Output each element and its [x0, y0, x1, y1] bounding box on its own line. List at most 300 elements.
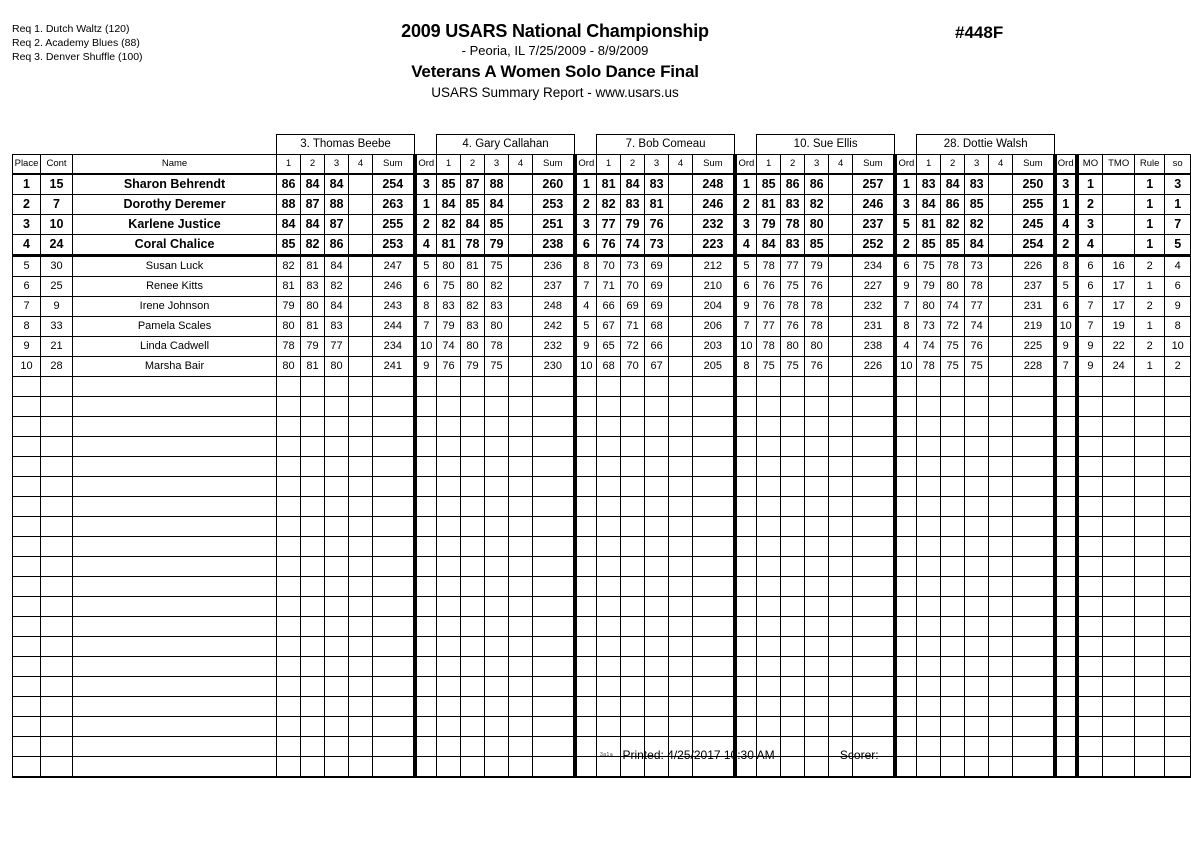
cell-empty	[41, 457, 73, 477]
cell-empty	[895, 397, 917, 417]
cell-empty	[853, 437, 895, 457]
cell-empty	[965, 577, 989, 597]
cell-empty	[533, 557, 575, 577]
cell-empty	[1165, 677, 1191, 697]
cell-empty	[277, 377, 301, 397]
cell-cont: 9	[41, 297, 73, 317]
cell-empty	[575, 737, 597, 757]
cell-j1-score1: 86	[277, 174, 301, 195]
cell-empty	[757, 517, 781, 537]
cell-j5-score1: 84	[917, 195, 941, 215]
cell-empty	[13, 477, 41, 497]
cell-empty	[415, 497, 437, 517]
cell-j3-score4	[669, 357, 693, 377]
cell-name: Coral Chalice	[73, 235, 277, 256]
cell-empty	[41, 537, 73, 557]
cell-empty	[1165, 377, 1191, 397]
cell-j5-ord: 8	[1055, 256, 1077, 277]
cell-empty	[325, 757, 349, 778]
cell-empty	[575, 537, 597, 557]
cell-j2-score1: 76	[437, 357, 461, 377]
cell-j5-sum: 237	[1013, 277, 1055, 297]
cell-empty	[41, 597, 73, 617]
cell-empty	[693, 517, 735, 537]
cell-empty	[1165, 757, 1191, 778]
cell-empty	[895, 457, 917, 477]
cell-tmo: 22	[1103, 337, 1135, 357]
cell-j4-score1: 76	[757, 297, 781, 317]
cell-cont: 33	[41, 317, 73, 337]
cell-empty	[757, 377, 781, 397]
cell-j3-sum: 203	[693, 337, 735, 357]
cell-empty	[781, 437, 805, 457]
cell-j3-score2: 70	[621, 277, 645, 297]
cell-j4-score3: 78	[805, 317, 829, 337]
cell-empty	[533, 477, 575, 497]
cell-j2-score2: 79	[461, 357, 485, 377]
cell-empty	[301, 737, 325, 757]
cell-empty	[829, 437, 853, 457]
cell-j5-score2: 80	[941, 277, 965, 297]
cell-j3-ord: 1	[735, 174, 757, 195]
judge-name-4: 10. Sue Ellis	[757, 135, 895, 155]
cell-empty	[917, 537, 941, 557]
cell-tmo	[1103, 174, 1135, 195]
cell-empty	[1013, 377, 1055, 397]
cell-empty	[437, 437, 461, 457]
cell-empty	[829, 537, 853, 557]
table-row	[13, 256, 1191, 277]
cell-empty	[509, 377, 533, 397]
cell-empty	[781, 497, 805, 517]
cell-j4-ord: 3	[895, 195, 917, 215]
cell-empty	[277, 697, 301, 717]
cell-empty	[1103, 597, 1135, 617]
cell-empty	[941, 497, 965, 517]
cell-empty	[781, 677, 805, 697]
cell-empty	[1165, 517, 1191, 537]
cell-empty	[485, 537, 509, 557]
cell-empty	[41, 637, 73, 657]
cell-empty	[989, 377, 1013, 397]
cell-empty	[533, 377, 575, 397]
cell-j4-sum: 237	[853, 215, 895, 235]
cell-so: 9	[1165, 297, 1191, 317]
cell-empty	[735, 557, 757, 577]
cell-empty	[575, 477, 597, 497]
cell-j4-sum: 226	[853, 357, 895, 377]
cell-j1-score3: 86	[325, 235, 349, 256]
cell-empty	[415, 597, 437, 617]
cell-j1-score2: 87	[301, 195, 325, 215]
cell-j1-score2: 79	[301, 337, 325, 357]
cell-j3-score1: 67	[597, 317, 621, 337]
cell-empty	[941, 657, 965, 677]
cell-j1-sum: 247	[373, 256, 415, 277]
cell-empty	[461, 717, 485, 737]
cell-j3-score2: 73	[621, 256, 645, 277]
cell-tmo: 17	[1103, 297, 1135, 317]
cell-empty	[989, 757, 1013, 778]
cell-empty	[693, 537, 735, 557]
cell-empty	[73, 737, 277, 757]
cell-empty	[1135, 577, 1165, 597]
cell-j5-score1: 80	[917, 297, 941, 317]
cell-j2-sum: 248	[533, 297, 575, 317]
cell-empty	[13, 677, 41, 697]
cell-empty	[669, 457, 693, 477]
cell-empty	[13, 577, 41, 597]
cell-empty	[1013, 477, 1055, 497]
cell-empty	[805, 597, 829, 617]
cell-empty	[575, 657, 597, 677]
cell-empty	[805, 457, 829, 477]
cell-empty	[13, 557, 41, 577]
cell-j2-score3: 88	[485, 174, 509, 195]
cell-j2-score4	[509, 317, 533, 337]
cell-empty	[895, 577, 917, 597]
footer	[600, 748, 879, 762]
cell-j4-score3: 79	[805, 256, 829, 277]
cell-empty	[757, 397, 781, 417]
cell-empty	[735, 537, 757, 557]
cell-empty	[645, 597, 669, 617]
cell-empty	[941, 557, 965, 577]
cell-j4-sum: 234	[853, 256, 895, 277]
cell-empty	[1055, 517, 1077, 537]
cell-empty	[853, 397, 895, 417]
cell-mo: 1	[1077, 174, 1103, 195]
cell-empty	[41, 497, 73, 517]
cell-so: 4	[1165, 256, 1191, 277]
cell-j5-sum: 231	[1013, 297, 1055, 317]
page-title: 2009 USARS National Championship	[401, 21, 709, 41]
cell-empty	[13, 497, 41, 517]
cell-place: 4	[13, 235, 41, 256]
cell-empty	[1077, 437, 1103, 457]
cell-empty	[73, 497, 277, 517]
cell-empty	[853, 517, 895, 537]
cell-empty	[965, 717, 989, 737]
cell-j1-ord: 10	[415, 337, 437, 357]
cell-empty	[917, 417, 941, 437]
judge-name-2: 4. Gary Callahan	[437, 135, 575, 155]
cell-j4-score2: 80	[781, 337, 805, 357]
cell-empty	[1055, 497, 1077, 517]
cell-empty	[485, 717, 509, 737]
cell-name: Sharon Behrendt	[73, 174, 277, 195]
col-header-j3-3: 3	[645, 155, 669, 175]
cell-empty	[1077, 457, 1103, 477]
cell-empty	[575, 637, 597, 657]
cell-empty	[509, 517, 533, 537]
cell-j5-score4	[989, 277, 1013, 297]
printed-timestamp: Printed: 4/25/2017 10:30 AM	[622, 748, 775, 762]
cell-empty	[829, 377, 853, 397]
cell-empty	[73, 757, 277, 778]
cell-empty	[461, 437, 485, 457]
cell-empty	[1013, 577, 1055, 597]
cell-empty	[1077, 477, 1103, 497]
cell-empty	[693, 677, 735, 697]
cell-j3-score2: 70	[621, 357, 645, 377]
cell-empty	[373, 477, 415, 497]
cell-empty	[829, 617, 853, 637]
cell-empty	[277, 757, 301, 778]
cell-j1-score4	[349, 317, 373, 337]
col-header-j3-2: 2	[621, 155, 645, 175]
col-header-j3-ord: Ord	[735, 155, 757, 175]
cell-mo: 6	[1077, 277, 1103, 297]
cell-empty	[805, 497, 829, 517]
cell-empty	[1055, 477, 1077, 497]
cell-empty	[13, 437, 41, 457]
cell-empty	[509, 697, 533, 717]
cell-empty	[693, 657, 735, 677]
cell-empty	[325, 637, 349, 657]
cell-empty	[533, 757, 575, 778]
cell-empty	[73, 437, 277, 457]
table-row	[13, 195, 1191, 215]
cell-empty	[757, 477, 781, 497]
cell-empty	[73, 557, 277, 577]
cell-tmo: 17	[1103, 277, 1135, 297]
cell-j2-score4	[509, 337, 533, 357]
cell-empty	[349, 557, 373, 577]
cell-empty	[781, 417, 805, 437]
cell-empty	[895, 697, 917, 717]
cell-j3-score1: 77	[597, 215, 621, 235]
cell-empty	[325, 717, 349, 737]
cell-j5-score1: 83	[917, 174, 941, 195]
col-header-j3-sum: Sum	[693, 155, 735, 175]
cell-empty	[485, 697, 509, 717]
cell-j3-score2: 83	[621, 195, 645, 215]
cell-j3-score4	[669, 256, 693, 277]
cell-empty	[415, 417, 437, 437]
cell-j3-score4	[669, 297, 693, 317]
cell-j5-score4	[989, 297, 1013, 317]
cell-j3-score3: 73	[645, 235, 669, 256]
cell-empty	[965, 557, 989, 577]
cell-empty	[965, 697, 989, 717]
cell-empty	[853, 697, 895, 717]
cell-empty	[735, 517, 757, 537]
cell-empty	[13, 617, 41, 637]
cell-empty	[575, 457, 597, 477]
cell-empty	[1135, 657, 1165, 677]
cell-empty	[509, 617, 533, 637]
cell-empty	[965, 537, 989, 557]
cell-empty	[895, 417, 917, 437]
cell-empty	[917, 657, 941, 677]
cell-empty	[989, 417, 1013, 437]
cell-empty	[621, 717, 645, 737]
cell-j1-score4	[349, 215, 373, 235]
col-header-tmo: TMO	[1103, 155, 1135, 175]
cell-j5-score3: 76	[965, 337, 989, 357]
cell-j3-score1: 68	[597, 357, 621, 377]
cell-j5-score3: 75	[965, 357, 989, 377]
col-header-j5-sum: Sum	[1013, 155, 1055, 175]
cell-empty	[533, 397, 575, 417]
cell-j5-ord: 6	[1055, 297, 1077, 317]
cell-j1-score1: 78	[277, 337, 301, 357]
cell-empty	[781, 597, 805, 617]
cell-place: 1	[13, 174, 41, 195]
cell-empty	[1055, 637, 1077, 657]
judge-ord-spacer	[1055, 135, 1077, 155]
cell-empty	[325, 457, 349, 477]
cell-rule: 1	[1135, 277, 1165, 297]
cell-j2-sum: 237	[533, 277, 575, 297]
cell-empty	[41, 397, 73, 417]
cell-empty	[989, 557, 1013, 577]
cell-empty	[437, 697, 461, 717]
cell-empty	[1103, 677, 1135, 697]
cell-empty	[509, 577, 533, 597]
cell-j4-ord: 6	[895, 256, 917, 277]
cell-empty	[853, 557, 895, 577]
cell-j1-score1: 88	[277, 195, 301, 215]
cell-empty	[415, 657, 437, 677]
cell-j1-ord: 6	[415, 277, 437, 297]
cell-j4-score1: 78	[757, 337, 781, 357]
cell-empty	[575, 597, 597, 617]
cell-empty	[1013, 517, 1055, 537]
cell-empty	[1165, 657, 1191, 677]
cell-j1-score3: 83	[325, 317, 349, 337]
judge-name-1: 3. Thomas Beebe	[277, 135, 415, 155]
cell-empty	[941, 697, 965, 717]
cell-j5-sum: 226	[1013, 256, 1055, 277]
cell-j4-score1: 78	[757, 256, 781, 277]
table-row-empty	[13, 657, 1191, 677]
cell-j4-sum: 232	[853, 297, 895, 317]
cell-empty	[485, 617, 509, 637]
cell-empty	[693, 437, 735, 457]
cell-empty	[805, 417, 829, 437]
cell-empty	[437, 757, 461, 778]
cell-j3-ord: 10	[735, 337, 757, 357]
cell-empty	[693, 417, 735, 437]
cell-j3-score4	[669, 337, 693, 357]
judge-ord-spacer	[895, 135, 917, 155]
cell-j1-score4	[349, 195, 373, 215]
cell-empty	[917, 617, 941, 637]
cell-j2-score4	[509, 195, 533, 215]
cell-j2-sum: 238	[533, 235, 575, 256]
table-row-empty	[13, 517, 1191, 537]
cell-j3-score1: 70	[597, 256, 621, 277]
cell-empty	[989, 637, 1013, 657]
cell-empty	[735, 377, 757, 397]
cell-empty	[645, 437, 669, 457]
cell-empty	[989, 577, 1013, 597]
cell-empty	[1013, 417, 1055, 437]
cell-empty	[669, 537, 693, 557]
cell-empty	[621, 637, 645, 657]
table-row-empty	[13, 577, 1191, 597]
cell-rule: 1	[1135, 215, 1165, 235]
cell-empty	[965, 377, 989, 397]
cell-empty	[325, 517, 349, 537]
cell-j3-score4	[669, 215, 693, 235]
cell-empty	[461, 577, 485, 597]
cell-empty	[73, 537, 277, 557]
cell-j3-sum: 204	[693, 297, 735, 317]
cell-empty	[41, 717, 73, 737]
cell-empty	[415, 697, 437, 717]
cell-empty	[1103, 437, 1135, 457]
cell-empty	[757, 637, 781, 657]
cell-j2-score1: 84	[437, 195, 461, 215]
cell-j2-score1: 85	[437, 174, 461, 195]
cell-j5-score1: 79	[917, 277, 941, 297]
cell-j3-sum: 206	[693, 317, 735, 337]
cell-empty	[1103, 697, 1135, 717]
cell-empty	[597, 477, 621, 497]
cell-j4-score3: 80	[805, 215, 829, 235]
report-subtitle: USARS Summary Report - www.usars.us	[431, 85, 679, 100]
cell-empty	[669, 417, 693, 437]
cell-j1-ord: 9	[415, 357, 437, 377]
cell-empty	[597, 537, 621, 557]
cell-cont: 30	[41, 256, 73, 277]
cell-empty	[735, 597, 757, 617]
cell-empty	[277, 497, 301, 517]
cell-empty	[805, 517, 829, 537]
cell-empty	[41, 757, 73, 778]
cell-j4-ord: 2	[895, 235, 917, 256]
cell-j2-score3: 82	[485, 277, 509, 297]
cell-empty	[415, 397, 437, 417]
cell-empty	[373, 417, 415, 437]
cell-j5-sum: 219	[1013, 317, 1055, 337]
cell-empty	[349, 417, 373, 437]
cell-j5-score1: 75	[917, 256, 941, 277]
cell-cont: 25	[41, 277, 73, 297]
cell-empty	[41, 677, 73, 697]
cell-empty	[533, 617, 575, 637]
cell-empty	[1013, 677, 1055, 697]
cell-empty	[989, 697, 1013, 717]
cell-empty	[73, 457, 277, 477]
cell-empty	[597, 717, 621, 737]
cell-empty	[989, 717, 1013, 737]
cell-empty	[1013, 637, 1055, 657]
cell-j5-score2: 72	[941, 317, 965, 337]
cell-empty	[1135, 397, 1165, 417]
cell-empty	[917, 457, 941, 477]
cell-empty	[415, 617, 437, 637]
cell-empty	[757, 577, 781, 597]
cell-empty	[989, 477, 1013, 497]
cell-empty	[735, 697, 757, 717]
table-row	[13, 174, 1191, 195]
cell-empty	[917, 477, 941, 497]
cell-empty	[1165, 737, 1191, 757]
cell-empty	[895, 517, 917, 537]
cell-empty	[693, 557, 735, 577]
cell-empty	[41, 377, 73, 397]
cell-empty	[73, 697, 277, 717]
cell-empty	[693, 497, 735, 517]
cell-j3-ord: 6	[735, 277, 757, 297]
cell-j1-sum: 263	[373, 195, 415, 215]
cell-j3-score2: 69	[621, 297, 645, 317]
cell-empty	[41, 577, 73, 597]
